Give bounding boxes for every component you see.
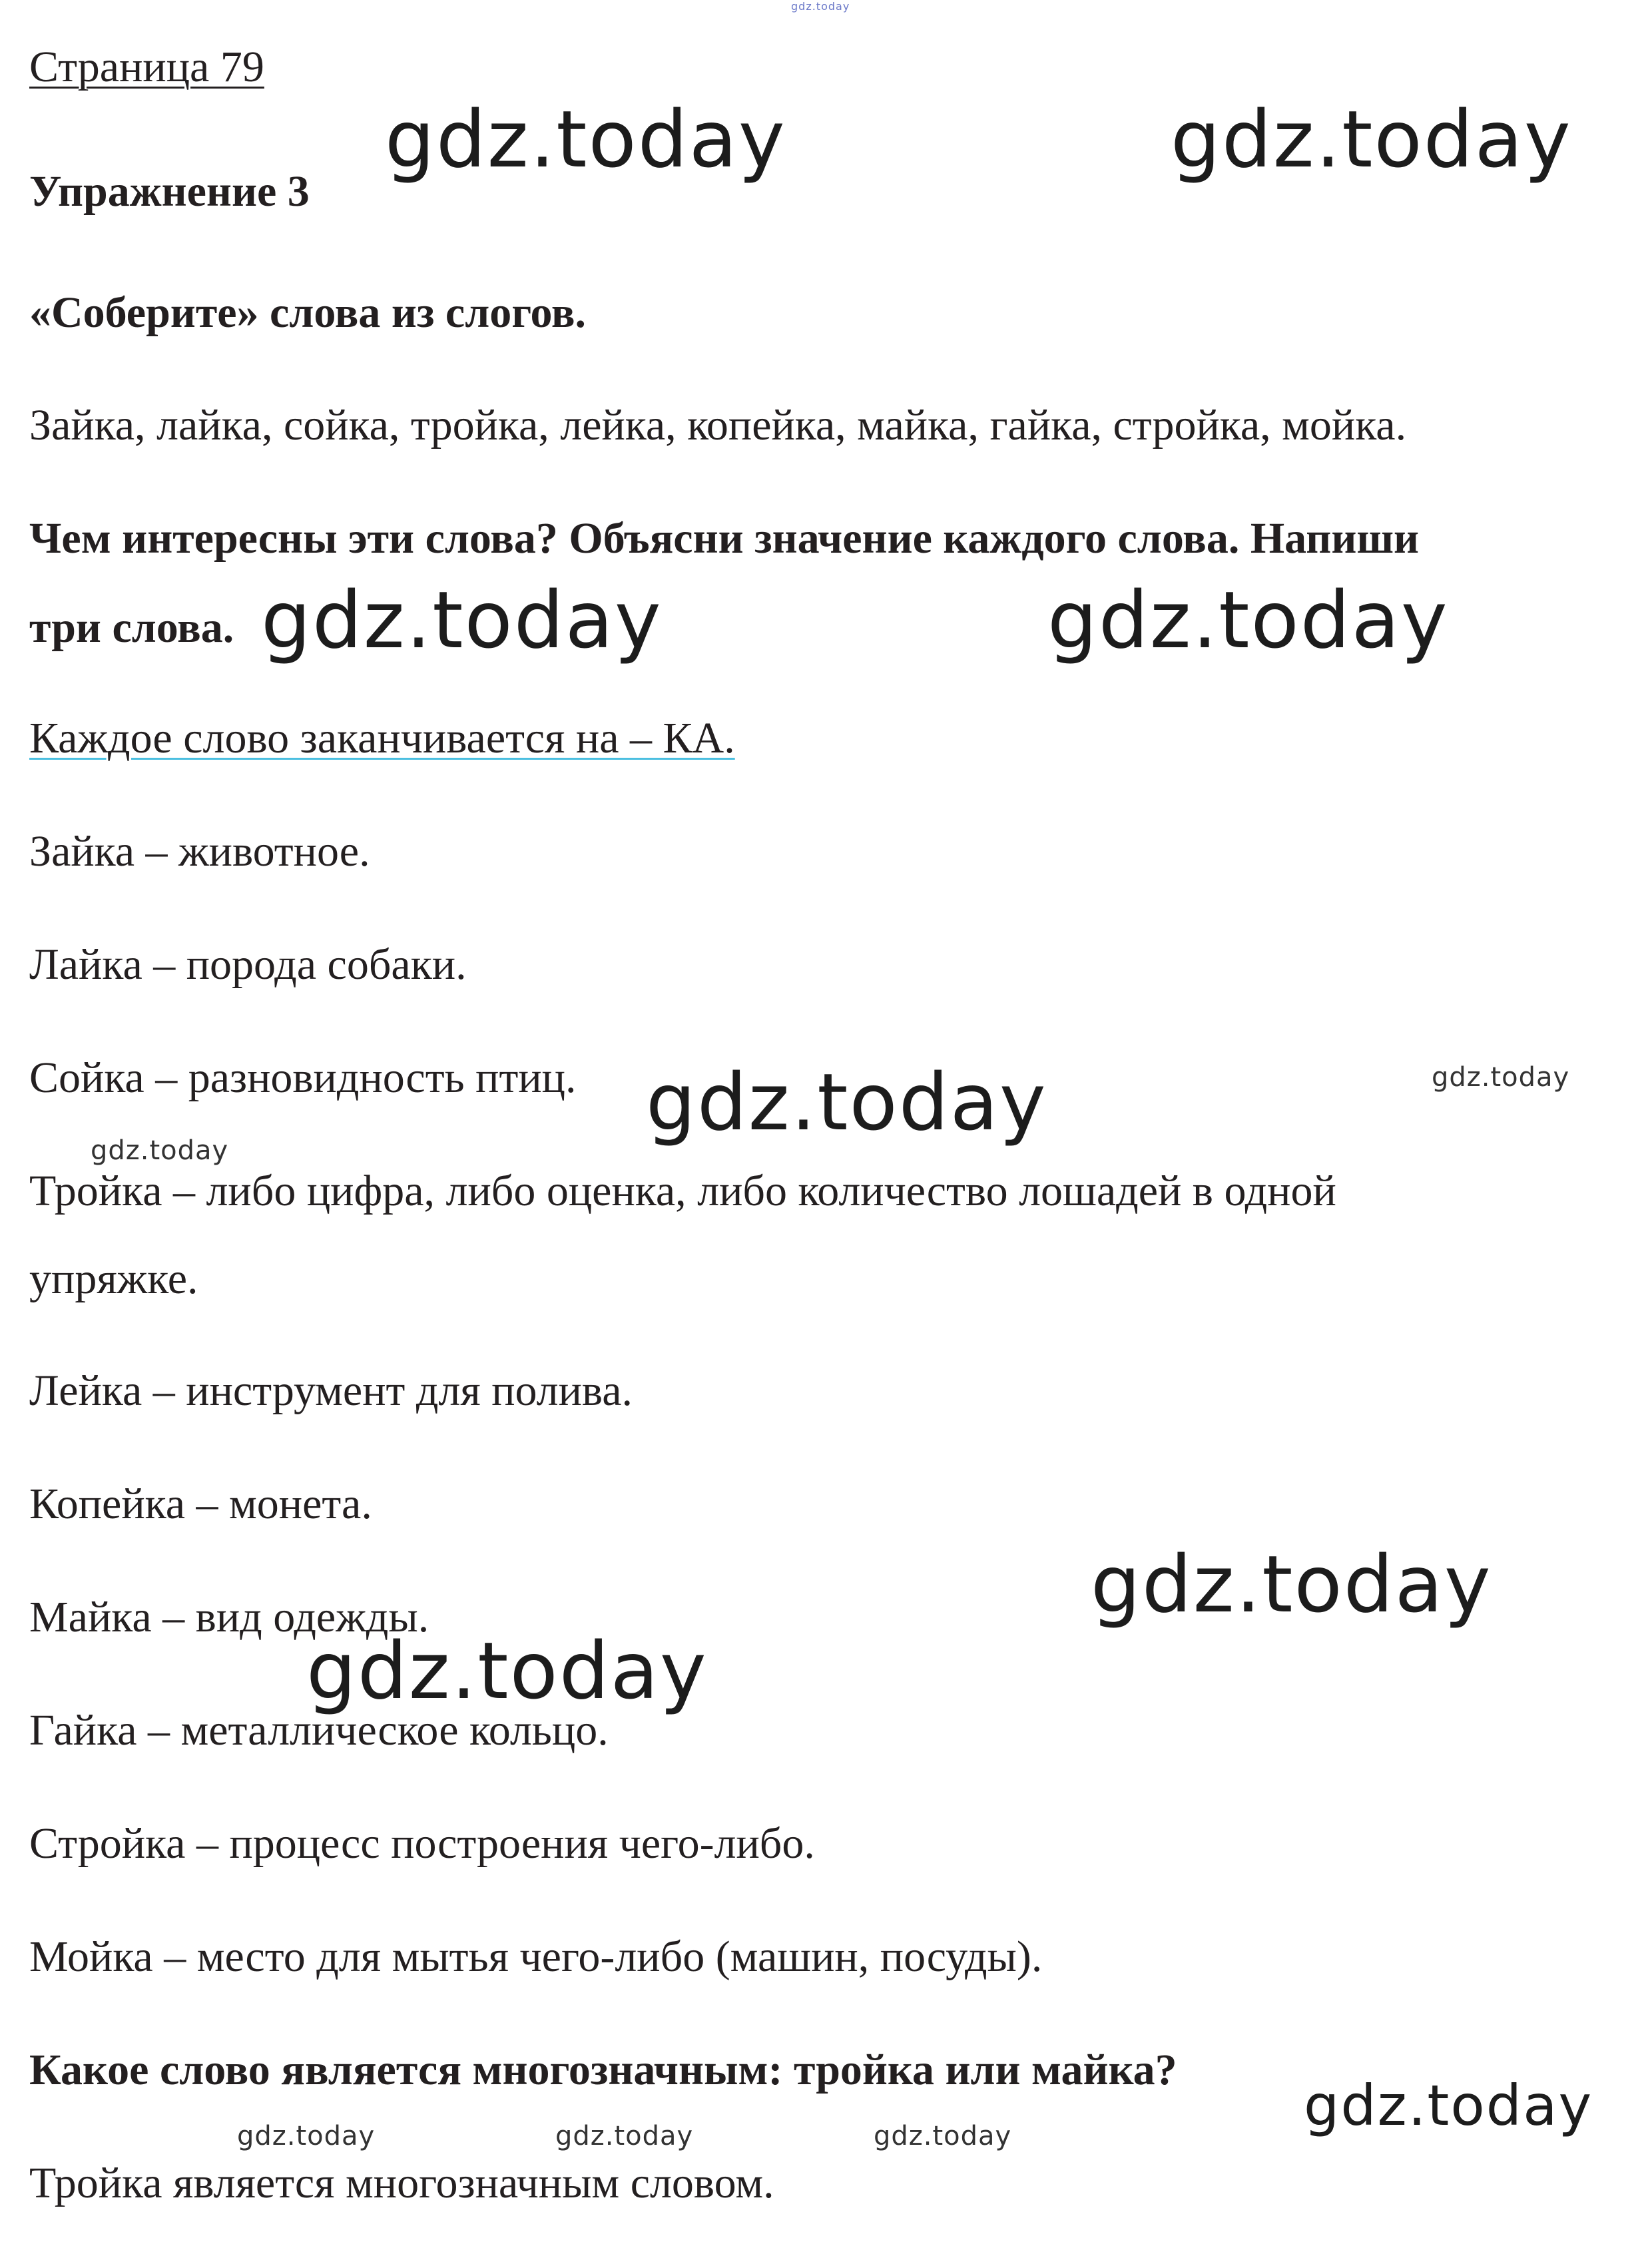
definition-line: Мойка – место для мытья чего-либо (машин, посуды). — [29, 1932, 1043, 1981]
watermark-text: gdz.today — [1304, 2073, 1593, 2138]
watermark-text: gdz.today — [385, 93, 786, 185]
watermark-text: gdz.today — [91, 1135, 229, 1166]
watermark-text: gdz.today — [646, 1056, 1047, 1148]
watermark-text: gdz.today — [237, 2121, 376, 2151]
definition-line: Майка – вид одежды. — [29, 1593, 429, 1641]
definition-line: упряжке. — [29, 1255, 198, 1303]
page-label: Страница 79 — [29, 43, 264, 91]
definition-line: Лейка – инструмент для полива. — [29, 1366, 633, 1415]
watermark-text: gdz.today — [1432, 1062, 1570, 1093]
watermark-text: gdz.today — [1171, 93, 1572, 185]
watermark-text: gdz.today — [261, 574, 663, 666]
definition-line: Тройка – либо цифра, либо оценка, либо количество лошадей в одной — [29, 1167, 1336, 1215]
watermark-text: gdz.today — [555, 2121, 694, 2151]
definition-line: Сойка – разновидность птиц. — [29, 1053, 577, 1102]
question-2: Какое слово является многозначным: тройка или майка? — [29, 2046, 1177, 2094]
exercise-title: Упражнение 3 — [29, 167, 310, 216]
answer-intro: Каждое слово заканчивается на – КА. — [29, 714, 735, 762]
watermark-text: gdz.today — [874, 2121, 1012, 2151]
question-1-line-2: три слова. — [29, 603, 234, 652]
definition-line: Зайка – животное. — [29, 827, 370, 876]
definition-line: Гайка – металлическое кольцо. — [29, 1706, 609, 1755]
word-list: Зайка, лайка, сойка, тройка, лейка, копейка, майка, гайка, стройка, мойка. — [29, 401, 1407, 449]
task-prompt: «Соберите» слова из слогов. — [29, 288, 587, 337]
definition-line: Копейка – монета. — [29, 1480, 372, 1528]
definition-line: Лайка – порода собаки. — [29, 940, 467, 989]
question-1-line-1: Чем интересны эти слова? Объясни значение каждого слова. Напиши — [29, 514, 1420, 563]
watermark-text: gdz.today — [791, 0, 850, 13]
watermark-text: gdz.today — [1091, 1538, 1492, 1630]
definition-line: Стройка – процесс построения чего-либо. — [29, 1819, 815, 1868]
watermark-text: gdz.today — [1047, 574, 1449, 666]
watermark-text: gdz.today — [306, 1625, 708, 1717]
answer-2: Тройка является многозначным словом. — [29, 2159, 774, 2207]
